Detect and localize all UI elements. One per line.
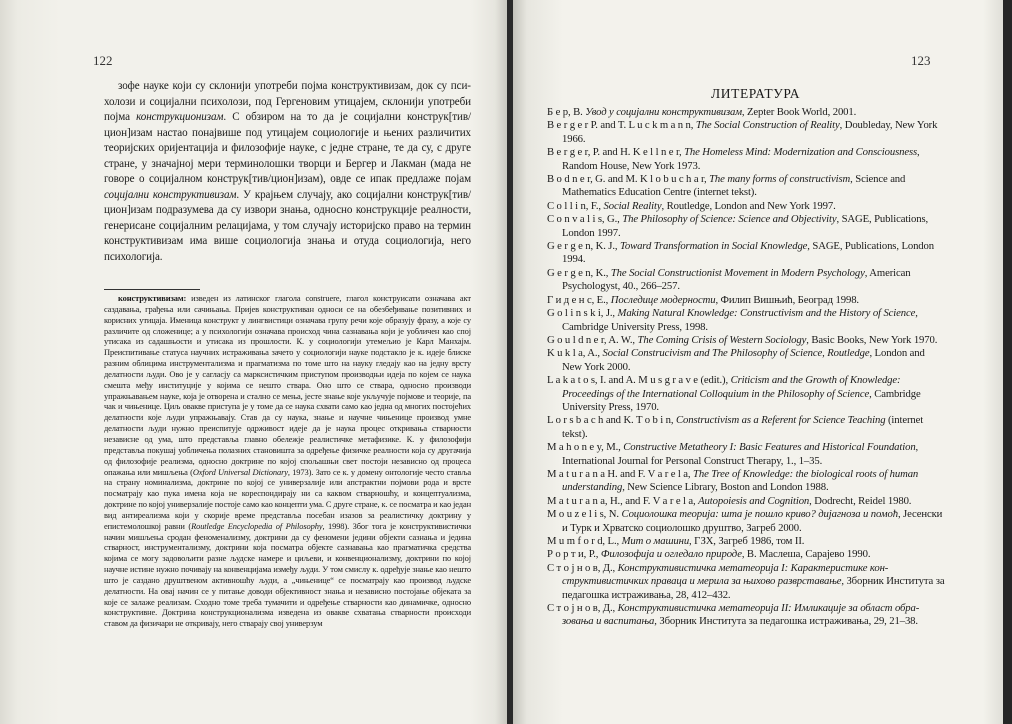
reference-author: G o l i n s k i, J., bbox=[547, 307, 618, 320]
reference-author: L o r s b a c h and K. T o b i n, bbox=[547, 414, 677, 427]
reference-publisher: , Zepter Book World, 2001. bbox=[741, 106, 857, 118]
reference-author: M o u z e l i s, N. bbox=[547, 508, 622, 521]
reference-publisher: , American Psychologyst, 40., 266–257. bbox=[562, 266, 911, 293]
reference-item bbox=[547, 374, 945, 414]
reference-author: B e r g e r P. and T. L u c k m a n n, bbox=[547, 119, 696, 132]
reference-item bbox=[547, 307, 945, 334]
reference-item bbox=[547, 213, 945, 240]
reference-title: Toward Transformation in Social Knowledge bbox=[620, 240, 808, 253]
reference-author: С т о ј н о в, Д., bbox=[547, 561, 618, 574]
reference-item bbox=[547, 240, 945, 267]
reference-author: G e r g e n, K. J., bbox=[547, 240, 620, 253]
reference-item bbox=[547, 495, 945, 508]
footnote-rule bbox=[104, 289, 200, 290]
page-number-left: 122 bbox=[93, 53, 113, 68]
reference-author: M a h o n e y, M., bbox=[547, 441, 624, 454]
reference-title: The Coming Crisis of Western Sociology bbox=[637, 333, 807, 346]
reference-title: Конструктивистичка метатеорија I: Карактеристике конструктивистичких правaца и мерила за њихово разврставање bbox=[562, 561, 889, 588]
reference-author: C o n v a l i s, G., bbox=[547, 213, 623, 226]
reference-publisher: , Зборник Института за педагошка истраживања, 29, 21–38. bbox=[654, 615, 918, 628]
reference-publisher: , Routledge, London and New York 1997. bbox=[661, 199, 836, 212]
reference-title: Criticism and the Growth of Knowledge: Proceedings of the International Colloquium in the Philosophy of Science bbox=[562, 374, 901, 400]
reference-author: С т о ј н о в, Д., bbox=[547, 602, 618, 615]
page-edge bbox=[1003, 0, 1012, 724]
reference-author: M a t u r a n a, H., and F. V a r e l a, bbox=[547, 494, 699, 507]
reference-publisher: , SAGE, Publications, London 1997. bbox=[562, 213, 929, 239]
footnote bbox=[104, 293, 471, 629]
reference-title: Конструктивистичка метатеорија II: Имликације за област образовања и васпитања bbox=[562, 602, 920, 628]
reference-item bbox=[547, 468, 945, 495]
reference-publisher: , Dodrecht, Reidel 1980. bbox=[809, 494, 912, 507]
reference-publisher: , ГЗХ, Загреб 1986, том II. bbox=[689, 535, 805, 547]
reference-title: The Philosophy of Science: Science and Objectivity bbox=[622, 213, 837, 226]
reference-item bbox=[547, 119, 945, 146]
reference-title: The Tree of Knowledge: the biological roots of human understanding bbox=[562, 467, 919, 494]
reference-title: The Social Construction of Reality bbox=[695, 119, 840, 132]
reference-publisher: , Cambridge University Press, 1998. bbox=[562, 307, 918, 333]
reference-title: Социолошка теорија: шта је пошло криво? дијагноза и помоћ bbox=[621, 508, 898, 521]
main-text bbox=[104, 79, 471, 265]
reference-item bbox=[547, 508, 945, 535]
main-paragraph: зофе науке који су склонији употреби појма конструктивизам, док су психолози и социјални психолози, под Гергеновим утицајем, склонији употреби појма конструкционизам. С обзиром на то да је социјални конструк[тив/цион]изам настао понајвише под утицајем социологије и њених различитих теоријских оријентација и филозофије науке, с једне стране, те да су, с друге стране, у значајној мери терминолошки творци и Бергер и Лакман (мада не говоре о социјалном конструк[тив/цион]изам), овде се ипак предлаже појам социјални конструктивизам. У крајњем случају, ако социјални конструк[тив/цион]изам подразумева да су извори знања, односно конструкције реалности, генерисане социјалним релацијама, у том случају историјско право на термин конструктивизам има више социологија знања и отуда социологија, него психологија. bbox=[104, 80, 471, 263]
reference-title: Autopoiesis and Cognition bbox=[698, 494, 810, 507]
footnote-text: конструктивизам: изведен из латинског глагола construere, глагол конструисати означава акт саздавања, грађења или сачињања. Пријев конструктиван односи се на обезбеђивање позитивних и корисних утицаја. Именица конструкт у лингвистици означава групу речи које образују фразу, а које су различите од сложенице; а у психологији означава происход чина сазнавања који је уобличен као спој утисака из садашњости и утисака из прошлости. К. у социологији утемељио је Карл Манхајм. Преиспитивање статуса научних истраживања зачето у социологији науке подстакло је к. идеје блиске разним облицима инструментализма и прагматизма по томе што на науку гледају као на једну врсту делатности људи. Ово је у сагласју са марксистичким приступом производњи идеја по којем се наука смешта међу институције у којима се нешто ствара. Оно што се ствара, односно производи упражњавањем науке, која је отворена и стално се мења, јесте знање које укључује појмове и теорије, па чак и чињенице. Циљ овакве приступа је у томе да се наука схвати само као једна од многих постојећих делатности које људи упражњавају. Став да су наука, знање и научне чињенице производ умне делатности људи нужно преиспитује одрживост идеје да је наука процес откривања стварности независне од ума, што представља главно обележје реалистичке метафизике. К. у филозофији представља покушај уобличења полазних становишта за одређење физичке реалности која су другачија од филозофије реализма, односно доктрине по којој спољaшњи свет постоји независно од процеса опажања или мишљења (Oxford Universal Dictionary, 1973). Зато се к. у домену онтологије често ставља на страну номинализма, доктрине по којој се универзалије или апстрактни појмови рода и врсте посматрају као пука имена која не кореспондирају ни са каквом стварношћу, и концептуализма, доктрине по којој универзалије постоје само као концепти ума. С друге стране, к. се посматра и као један вид антиреализма који у скорије време представља посебан изазов за реалистичку доктрину у епистемолошкој равни (Routledge Encyclopedia of Philosophy, 1998). Због тога је конструктивистички начин мишљења сродан феноменализму, доктрини да су феномени једини објекти сазнања и једина стварност, инструментализму, доктрини која посматра објекте сазнавања као прагматичка средства којима се могу задовољити разне људске намере и циљеви, и конвенционализму, доктрини по којој научне истине нужно почивају на конвенцијама између људи. У том смислу к. одређује знање као нешто што је саздано друштвеном активношћу људи, а „чињенице“ се посматрају као производ људске делатности. На овај начин се у питање доводи објективност знања и независно постојање објеката за које се залаже реализам. Сходно томе треба тумачити и одређење стварности као динамичке, односно конструктивне. Доктрина конструкционализма изведена из овакве схватања стварности происходи ставом да физичари не откривају, него стварају свој универзум bbox=[104, 293, 472, 629]
reference-item bbox=[547, 535, 945, 548]
reference-item bbox=[547, 267, 945, 294]
reference-item bbox=[547, 441, 945, 468]
reference-item bbox=[547, 347, 945, 374]
reference-title: Увод у социјални конструктивизам bbox=[585, 106, 742, 118]
references-list bbox=[547, 106, 945, 629]
reference-title: Making Natural Knowledge: Constructivism and the History of Science bbox=[617, 307, 916, 320]
reference-item bbox=[547, 602, 945, 629]
reference-author: K u k l a, A., bbox=[547, 347, 603, 360]
reference-item bbox=[547, 200, 945, 213]
reference-title: Последице модерности bbox=[610, 293, 716, 306]
reference-author: Б е р, В. bbox=[547, 106, 586, 118]
references-heading: ЛИТЕРАТУРА bbox=[711, 86, 801, 101]
reference-item bbox=[547, 146, 945, 173]
reference-author: G e r g e n, K., bbox=[547, 266, 611, 279]
reference-publisher: (internet tekst). bbox=[562, 414, 924, 440]
reference-title: The Homeless Mind: Modernization and Consciousness bbox=[684, 146, 918, 159]
reference-publisher: , Филип Вишњић, Београд 1998. bbox=[715, 293, 859, 306]
page-number-right: 123 bbox=[911, 53, 931, 68]
reference-publisher: , В. Маслеша, Сарајево 1990. bbox=[741, 548, 871, 561]
reference-title: Social Reality bbox=[603, 199, 662, 212]
reference-author: M a t u r a n a H. and F. V a r e l a, bbox=[547, 467, 694, 480]
right-page bbox=[513, 0, 1003, 724]
reference-publisher: , International Journal for Personal Construct Therapy, 1., 1–35. bbox=[562, 441, 919, 467]
reference-title: Мит о машини bbox=[621, 535, 690, 547]
reference-author: Р о р т и, Р., bbox=[547, 548, 601, 561]
reference-publisher: , London and New York 2000. bbox=[562, 347, 925, 373]
reference-title: Constructivism as a Referent for Science Teaching bbox=[676, 414, 886, 427]
reference-publisher: , Јесенски и Турк и Хрватско социолошко друштво, Загреб 2000. bbox=[562, 508, 943, 534]
reference-item bbox=[547, 562, 945, 602]
reference-item bbox=[547, 548, 945, 561]
reference-author: Г и д е н с, Е., bbox=[547, 293, 611, 306]
reference-item bbox=[547, 414, 945, 441]
reference-title: Social Construcivism and The Philosophy of Science, Routledge bbox=[602, 347, 870, 360]
reference-author: B e r g e r, P. and H. K e l l n e r, bbox=[547, 146, 685, 159]
reference-author: B o d n e r, G. and M. K l o b u c h a r, bbox=[547, 173, 710, 186]
reference-title: Constructive Metatheory I: Basic Features and Historical Foundation bbox=[623, 441, 916, 454]
reference-item bbox=[547, 106, 945, 119]
reference-publisher: , Doubleday, New York 1966. bbox=[562, 119, 938, 145]
reference-author: M u m f o r d, L., bbox=[547, 535, 622, 547]
reference-author: C o l l i n, F., bbox=[547, 199, 604, 212]
reference-author: G o u l d n e r, A. W., bbox=[547, 333, 638, 346]
reference-title: Филозофија и огледало природе bbox=[600, 548, 742, 561]
reference-publisher: , Basic Books, New York 1970. bbox=[806, 333, 938, 346]
reference-publisher: , SAGE, Publications, London 1994. bbox=[562, 240, 934, 266]
reference-item bbox=[547, 294, 945, 307]
reference-publisher: , Зборник Института за педагошка истраживања, 28, 412–432. bbox=[562, 575, 945, 601]
reference-publisher: , Science and Mathematics Education Centre (internet tekst). bbox=[562, 173, 906, 199]
reference-item bbox=[547, 173, 945, 200]
reference-publisher: , New Science Library, Boston and London 1988. bbox=[622, 481, 829, 494]
reference-item bbox=[547, 334, 945, 347]
reference-title: The Social Constructionist Movement in Modern Psychology bbox=[610, 266, 865, 279]
reference-author: L a k a t o s, I. and A. M u s g r a v e (edit.), bbox=[547, 374, 731, 387]
reference-publisher: , Random House, New York 1973. bbox=[562, 146, 920, 172]
reference-title: The many forms of constructivism bbox=[709, 173, 851, 186]
reference-publisher: , Cambridge University Press, 1970. bbox=[562, 387, 921, 413]
